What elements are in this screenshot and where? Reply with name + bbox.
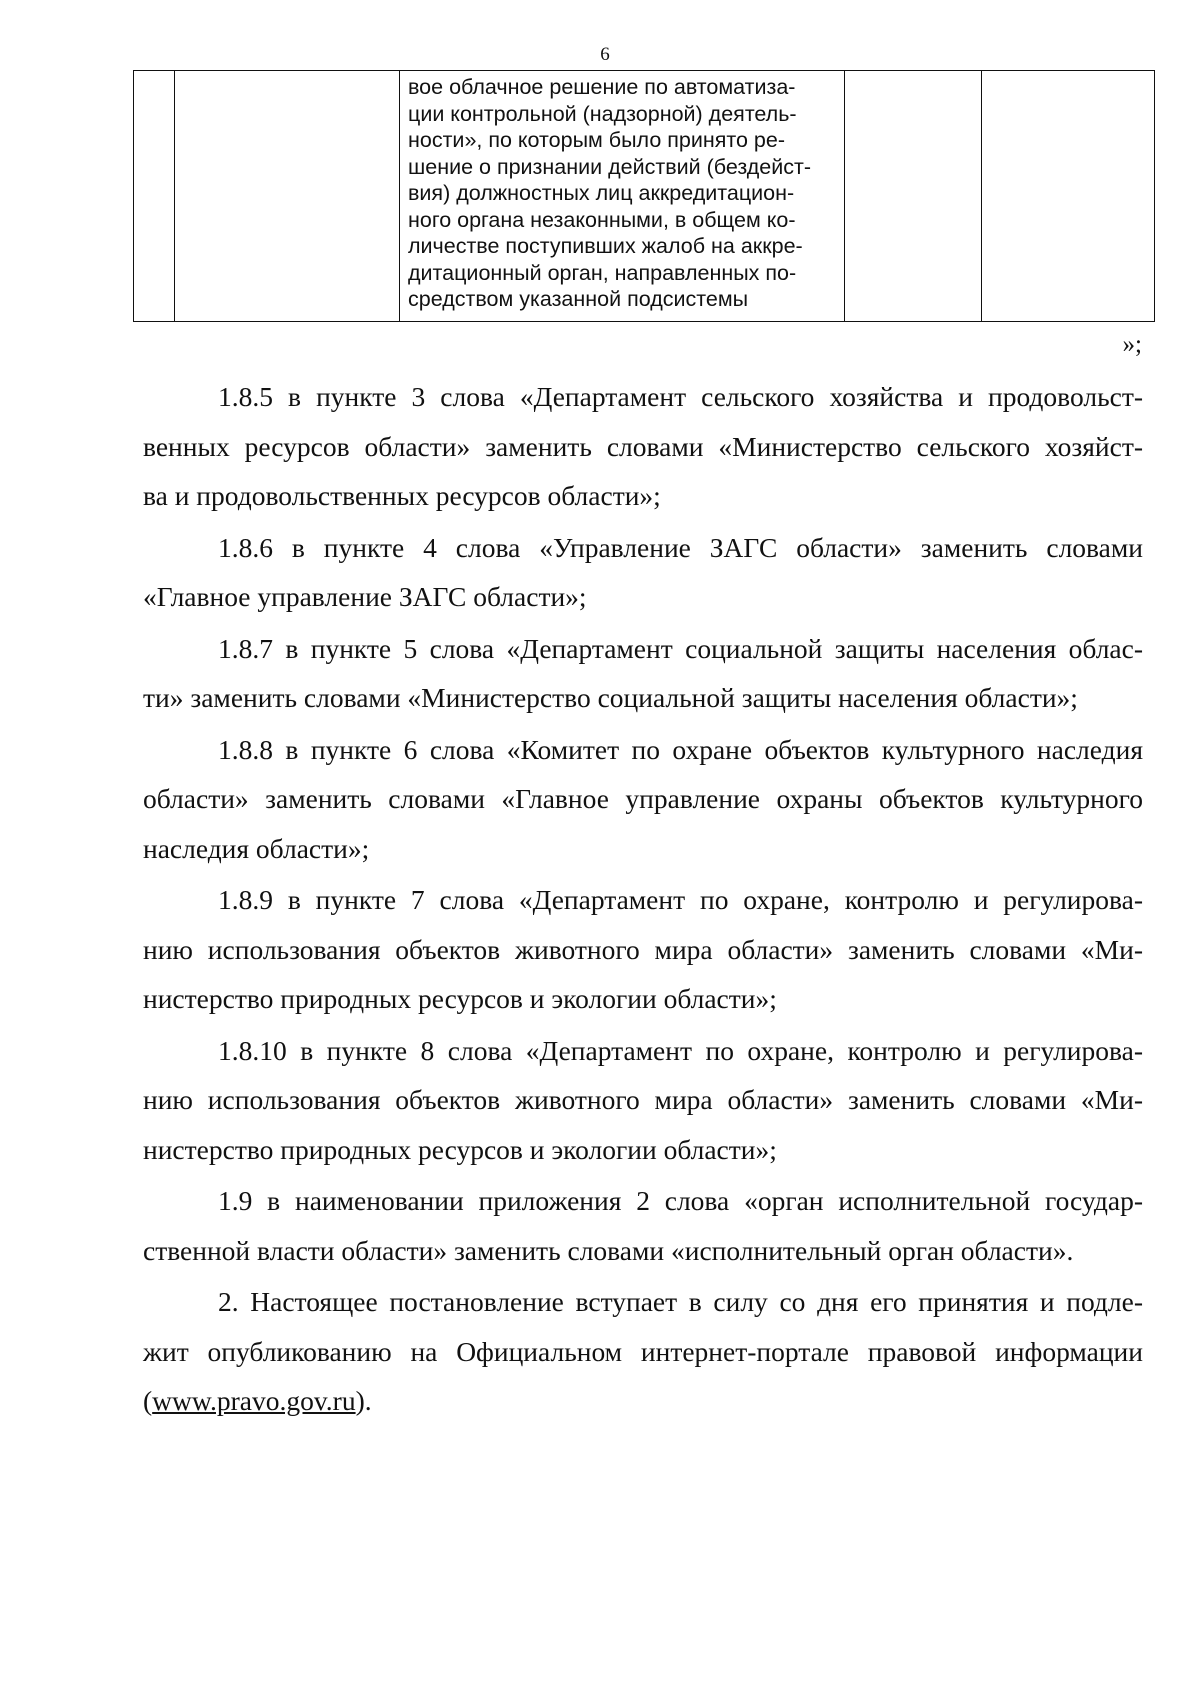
paragraph-line: 1.8.5 в пункте 3 слова «Департамент сельского хозяйства и продовольст- (218, 381, 1143, 412)
table-text-line: ности», по которым было принято ре- (408, 128, 785, 152)
link-suffix: ). (355, 1385, 372, 1416)
paragraph-line: области» заменить словами «Главное управление охраны объектов культурного (143, 783, 1143, 814)
paragraph-line: нию использования объектов животного мира области» заменить словами «Ми- (143, 933, 1143, 965)
paragraph-2 (143, 1277, 1143, 1426)
table-text-line: шение о признании действий (бездейст- (408, 154, 812, 179)
table-cell-value (845, 71, 982, 322)
table-text-line: ции контрольной (надзорной) деятель- (408, 101, 797, 126)
link-prefix: ( (143, 1385, 153, 1416)
table-cell-note (982, 71, 1155, 322)
paragraph-1-8-7 (143, 624, 1143, 723)
table-text-line: вое облачное решение по автоматиза- (408, 75, 796, 99)
paragraph-line: ва и продовольственных ресурсов области»; (143, 480, 661, 511)
paragraph-line: венных ресурсов области» заменить словами «Министерство сельского хозяйст- (143, 430, 1143, 462)
table-row (134, 71, 1155, 322)
table-text-line: вия) должностных лиц аккредитацион- (408, 181, 795, 205)
paragraph-line-link (143, 1376, 1143, 1426)
paragraph-line: жит опубликованию на Официальном интернет-портале правовой информации (143, 1335, 1143, 1367)
paragraph-1-8-9 (143, 875, 1143, 1024)
paragraph-line: нистерство природных ресурсов и экологии области»; (143, 1133, 777, 1165)
paragraph-1-9 (143, 1176, 1143, 1275)
paragraph-line: ственной власти области» заменить словами «исполнительный орган области». (143, 1234, 1074, 1266)
closing-quote: »; (1122, 331, 1142, 358)
paragraph-1-8-10 (143, 1026, 1143, 1175)
page-number: 6 (600, 44, 610, 65)
document-body (143, 372, 1143, 1428)
table-text-line: ного органа незаконными, в общем ко- (408, 207, 796, 232)
paragraph-line: наследия области»; (143, 832, 370, 864)
paragraph-1-8-5 (143, 372, 1143, 521)
table-cell-number (134, 71, 175, 322)
table-cell-description-text (400, 71, 844, 313)
paragraph-line: 1.8.8 в пункте 6 слова «Комитет по охране объектов культурного наследия (218, 733, 1143, 765)
paragraph-line: 2. Настоящее постановление вступает в силу со дня его принятия и подле- (218, 1286, 1143, 1317)
paragraph-1-8-8 (143, 725, 1143, 874)
paragraph-line: 1.8.10 в пункте 8 слова «Департамент по охране, контролю и регулирова- (218, 1034, 1143, 1066)
paragraph-line: ти» заменить словами «Министерство социальной защиты населения области»; (143, 682, 1078, 713)
paragraph-line: нистерство природных ресурсов и экологии области»; (143, 983, 777, 1014)
paragraph-line: 1.9 в наименовании приложения 2 слова «орган исполнительной государ- (218, 1185, 1143, 1216)
continuation-table (133, 70, 1155, 322)
paragraph-1-8-6 (143, 523, 1143, 622)
paragraph-line: 1.8.7 в пункте 5 слова «Департамент социальной защиты населения облас- (218, 632, 1143, 664)
paragraph-line: «Главное управление ЗАГС области»; (143, 581, 587, 612)
table-cell-description (400, 71, 845, 322)
table-cell-indicator (175, 71, 400, 322)
table-text-line: средством указанной подсистемы (408, 287, 749, 311)
paragraph-line: 1.8.6 в пункте 4 слова «Управление ЗАГС области» заменить словами (218, 531, 1143, 563)
table-text-line: личестве поступивших жалоб на аккре- (408, 234, 803, 258)
paragraph-line: нию использования объектов животного мира области» заменить словами «Ми- (143, 1084, 1143, 1115)
paragraph-line: 1.8.9 в пункте 7 слова «Департамент по охране, контролю и регулирова- (218, 884, 1143, 915)
table-text-line: дитационный орган, направленных по- (408, 260, 797, 285)
pravo-gov-link[interactable]: www.pravo.gov.ru (152, 1385, 356, 1416)
